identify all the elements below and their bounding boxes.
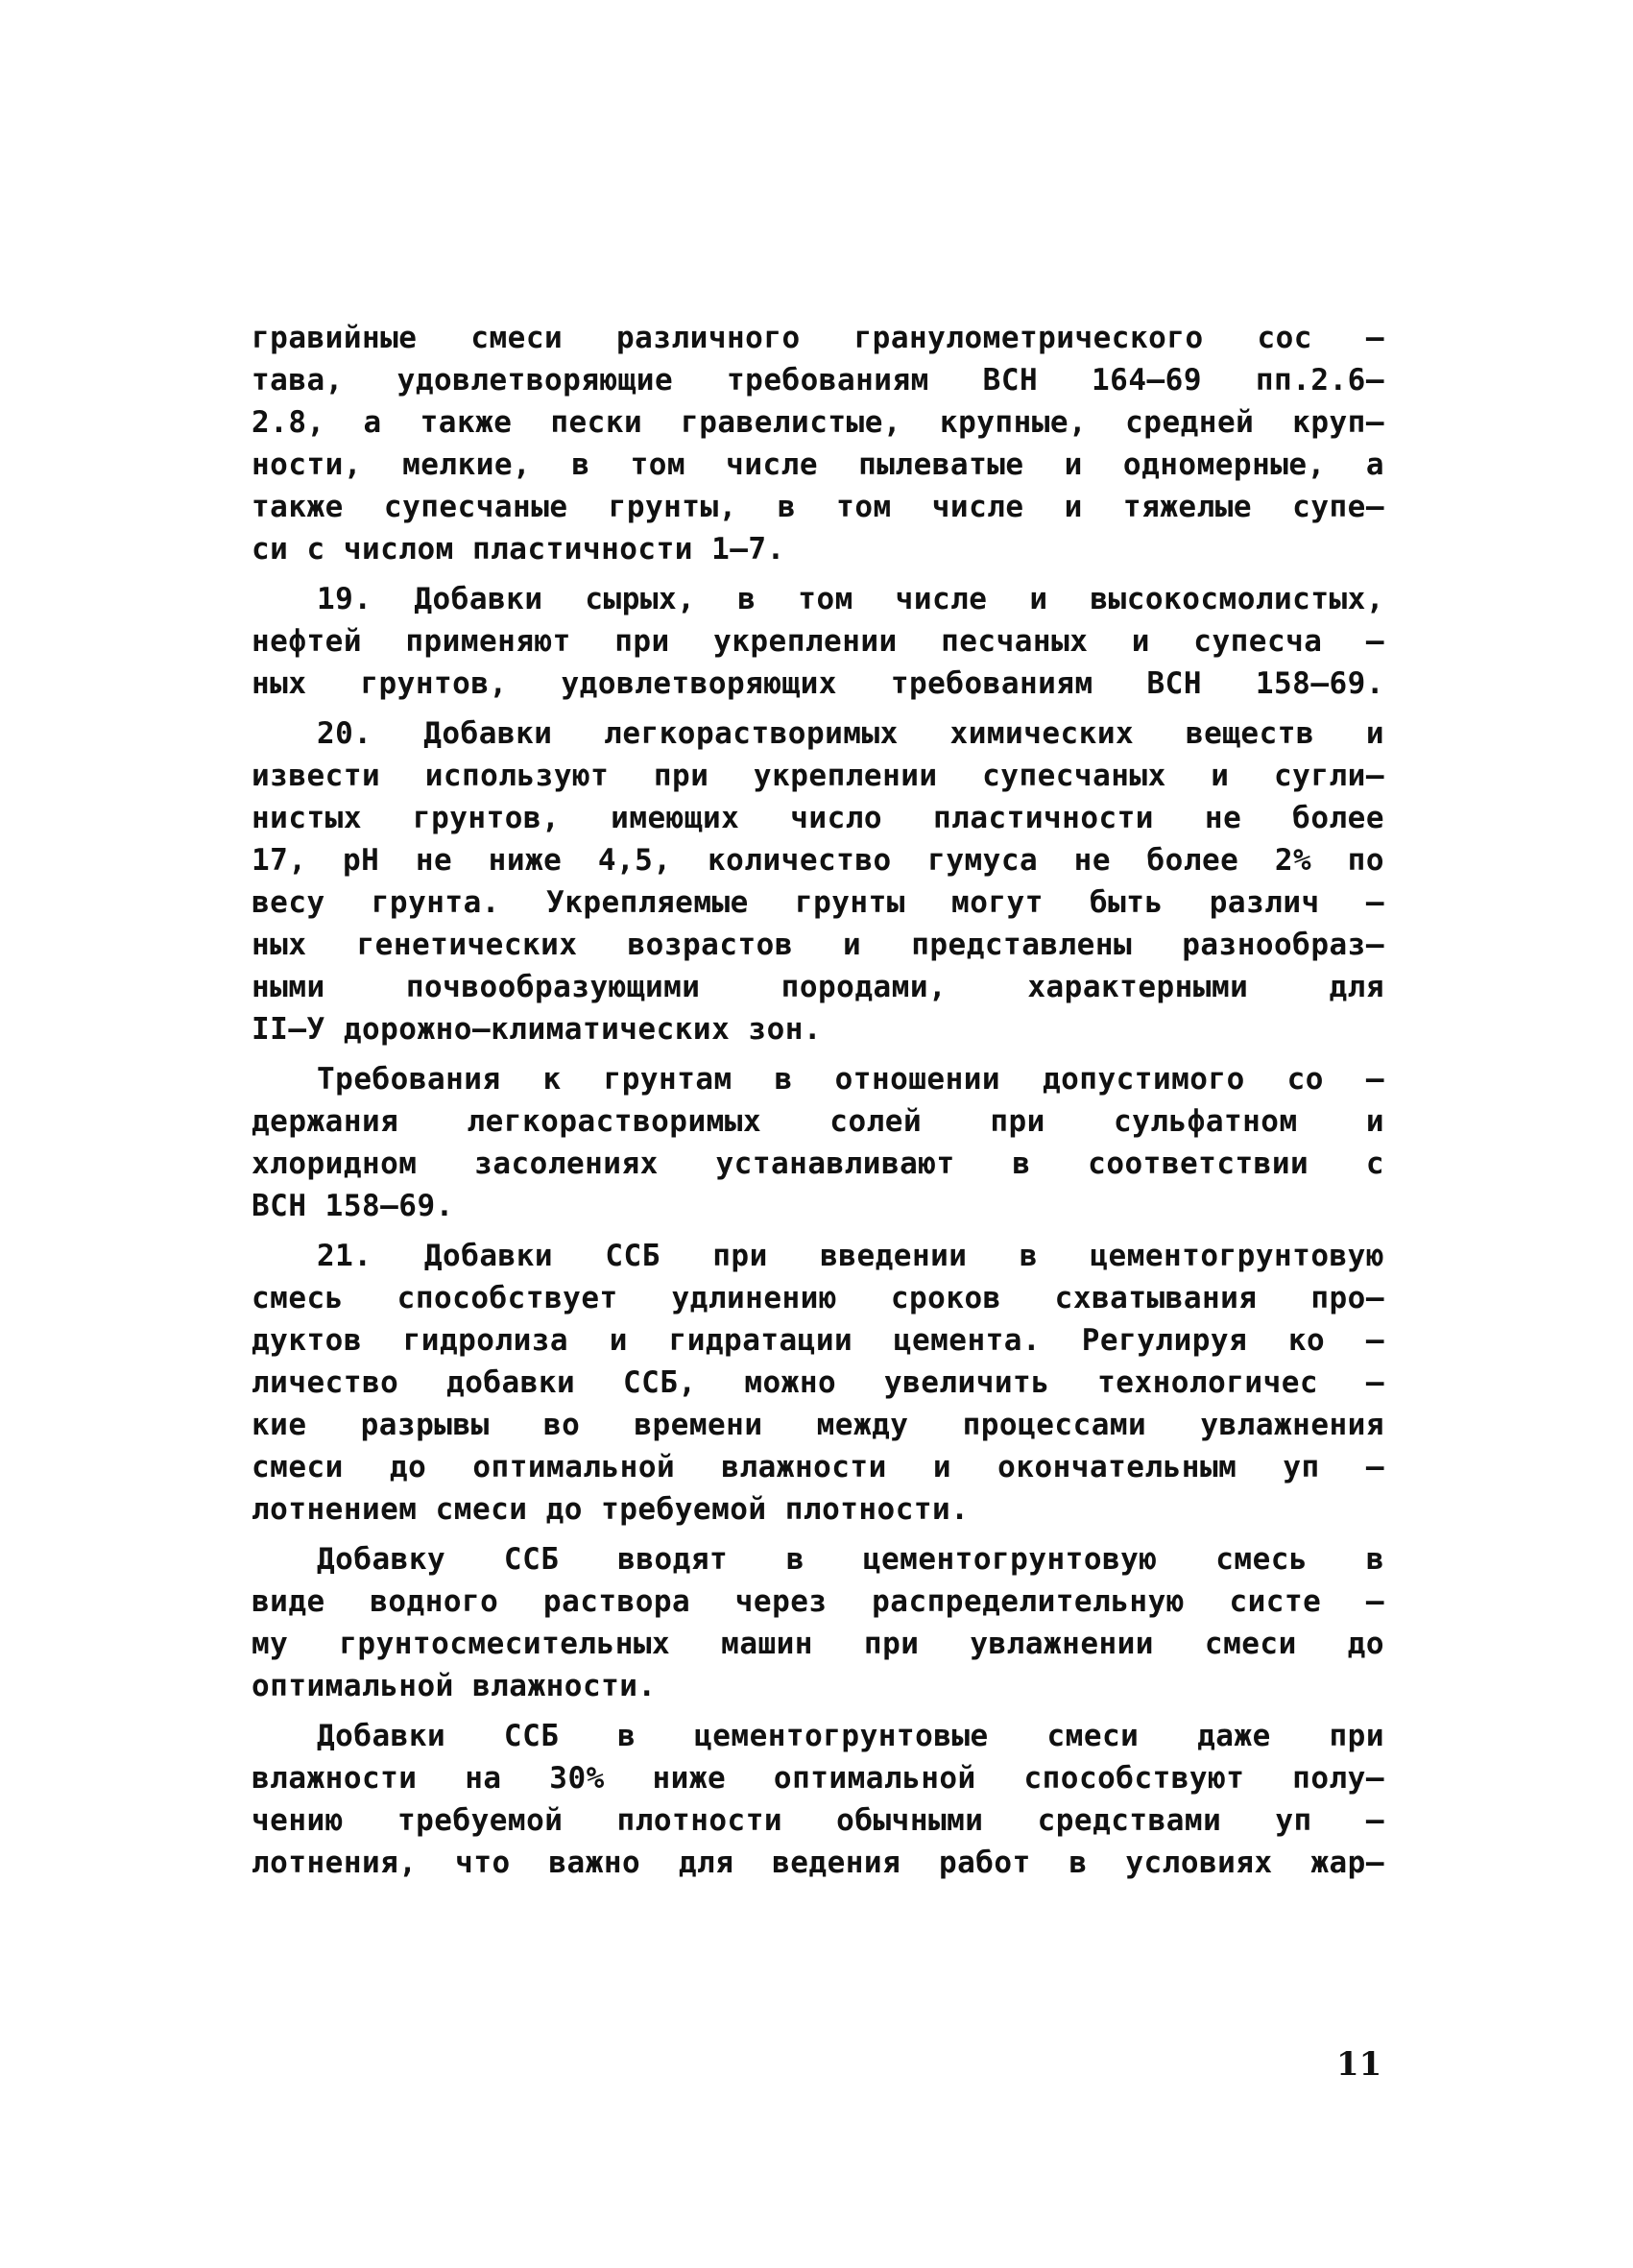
text-line: нефтей применяют при укреплении песчаных и супесча – bbox=[252, 624, 1384, 659]
text-line: дуктов гидролиза и гидратации цемента. Регулируя ко – bbox=[252, 1323, 1384, 1358]
text-line: влажности на 30% ниже оптимальной способствуют полу– bbox=[252, 1761, 1384, 1796]
text-line: гравийные смеси различного гранулометрического сос – bbox=[252, 321, 1384, 355]
text-line: оптимальной влажности. bbox=[252, 1669, 657, 1703]
paragraph-21-start: 21. Добавки ССБ при введении в цементогрунтовую bbox=[317, 1239, 1384, 1273]
page-number: 11 bbox=[1336, 2045, 1382, 2084]
text-line: извести используют при укреплении супесчаных и сугли– bbox=[252, 759, 1384, 793]
text-line: смесь способствует удлинению сроков схватывания про– bbox=[252, 1281, 1384, 1315]
text-line: виде водного раствора через распределительную систе – bbox=[252, 1584, 1384, 1619]
text-line: му грунтосмесительных машин при увлажнении смеси до bbox=[252, 1627, 1384, 1661]
text-line: кие разрывы во времени между процессами увлажнения bbox=[252, 1408, 1384, 1442]
text-line: ными почвообразующими породами, характерными для bbox=[252, 970, 1384, 1004]
paragraph-ssb-effect-start: Добавки ССБ в цементогрунтовые смеси даже при bbox=[317, 1719, 1384, 1753]
text-line: смеси до оптимальной влажности и окончательным уп – bbox=[252, 1450, 1384, 1484]
text-line: 2.8, а также пески гравелистые, крупные, средней круп– bbox=[252, 405, 1384, 440]
text-line: личество добавки ССБ, можно увеличить технологичес – bbox=[252, 1365, 1384, 1400]
paragraph-requirements-start: Требования к грунтам в отношении допустимого со – bbox=[317, 1062, 1384, 1097]
text-line: II–У дорожно–климатических зон. bbox=[252, 1012, 823, 1047]
text-line: тава, удовлетворяющие требованиям ВСН 164–69 пп.2.6– bbox=[252, 363, 1384, 398]
text-line: нистых грунтов, имеющих число пластичности не более bbox=[252, 801, 1384, 835]
text-line: также супесчаные грунты, в том числе и тяжелые супе– bbox=[252, 490, 1384, 524]
text-line: лотнения, что важно для ведения работ в условиях жар– bbox=[252, 1846, 1384, 1880]
text-line: 17, pH не ниже 4,5, количество гумуса не более 2% по bbox=[252, 843, 1384, 878]
text-line: лотнением смеси до требуемой плотности. bbox=[252, 1492, 970, 1527]
text-line: хлоридном засолениях устанавливают в соответствии с bbox=[252, 1146, 1384, 1181]
text-line: ности, мелкие, в том числе пылеватые и одномерные, а bbox=[252, 447, 1384, 482]
paragraph-ssb-intro-start: Добавку ССБ вводят в цементогрунтовую смесь в bbox=[317, 1542, 1384, 1577]
text-line: весу грунта. Укрепляемые грунты могут быть различ – bbox=[252, 885, 1384, 920]
text-line: держания легкорастворимых солей при сульфатном и bbox=[252, 1104, 1384, 1139]
text-line: си с числом пластичности 1–7. bbox=[252, 532, 785, 567]
text-line: ных грунтов, удовлетворяющих требованиям ВСН 158–69. bbox=[252, 666, 1384, 701]
text-line: ных генетических возрастов и представлены разнообраз– bbox=[252, 928, 1384, 962]
text-line: ВСН 158–69. bbox=[252, 1189, 454, 1223]
paragraph-19-start: 19. Добавки сырых, в том числе и высокосмолистых, bbox=[317, 582, 1384, 616]
paragraph-20-start: 20. Добавки легкорастворимых химических веществ и bbox=[317, 716, 1384, 751]
text-line: чению требуемой плотности обычными средствами уп – bbox=[252, 1803, 1384, 1838]
